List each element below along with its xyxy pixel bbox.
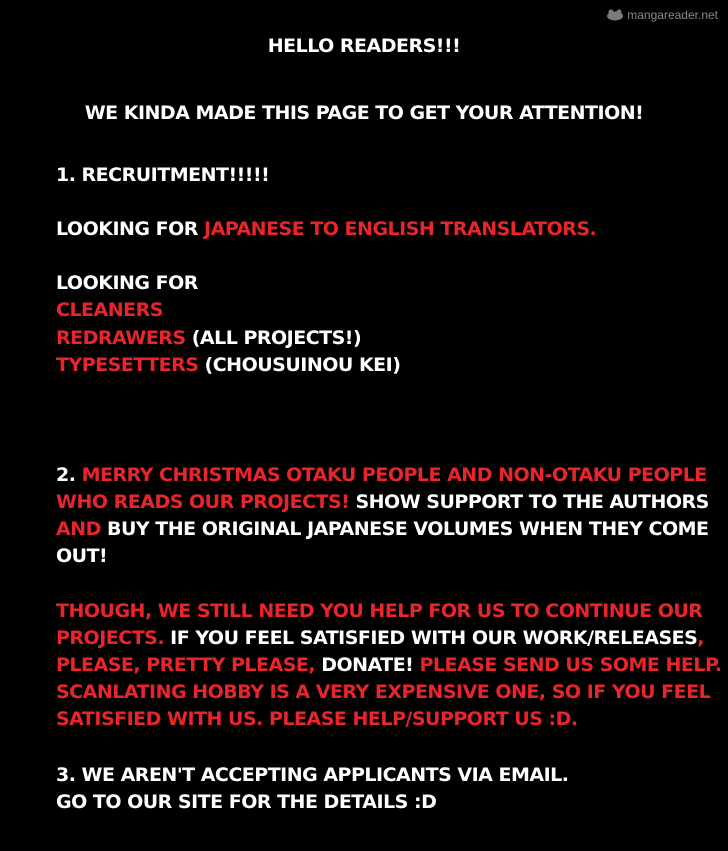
- christmas-line-1: [56, 462, 707, 488]
- christmas-greeting: MERRY CHRISTMAS OTAKU PEOPLE AND NON-OTAKU PEOPLE: [81, 464, 707, 486]
- intro-text: WE KINDA MADE THIS PAGE TO GET YOUR ATTENTION!: [84, 102, 644, 124]
- donation-line-4: SCANLATING HOBBY IS A VERY EXPENSIVE ONE, SO IF YOU FEEL: [56, 681, 711, 703]
- and-text: AND: [56, 518, 101, 540]
- christmas-line-2: [56, 489, 709, 515]
- email-notice: 3. WE AREN'T ACCEPTING APPLICANTS VIA EMAIL.: [56, 764, 569, 786]
- support-text: SHOW SUPPORT TO THE AUTHORS: [349, 491, 709, 513]
- typesetters-note: (CHOUSUINOU KEI): [198, 354, 401, 376]
- page-title: HELLO READERS!!!: [267, 35, 461, 57]
- comma-text: ,: [697, 627, 705, 649]
- looking-for-line: LOOKING FOR: [56, 272, 198, 294]
- typesetters-role: TYPESETTERS: [56, 354, 199, 376]
- donation-line-1: THOUGH, WE STILL NEED YOU HELP FOR US TO CONTINUE OUR: [56, 600, 703, 622]
- donation-line-2: [56, 625, 704, 651]
- christmas-line-3: [56, 516, 709, 542]
- redrawers-line: [56, 325, 361, 351]
- recruitment-heading: 1. RECRUITMENT!!!!!: [56, 164, 270, 186]
- donation-line-5: SATISFIED WITH US. PLEASE HELP/SUPPORT US :D.: [56, 708, 578, 730]
- cleaners-line: CLEANERS: [56, 299, 163, 321]
- pretty-please-text: PLEASE, PRETTY PLEASE,: [56, 654, 316, 676]
- mangareader-logo-icon: [606, 9, 624, 21]
- christmas-line-4: OUT!: [56, 545, 108, 567]
- watermark: [606, 8, 718, 22]
- translators-highlight: JAPANESE TO ENGLISH TRANSLATORS.: [204, 218, 597, 240]
- section2-number: 2.: [56, 464, 82, 486]
- redrawers-note: (ALL PROJECTS!): [185, 327, 362, 349]
- watermark-text: mangareader.net: [627, 8, 718, 22]
- projects-text: PROJECTS.: [56, 627, 165, 649]
- redrawers-role: REDRAWERS: [56, 327, 186, 349]
- typesetters-line: [56, 352, 400, 378]
- donate-text: DONATE!: [315, 654, 414, 676]
- buy-volumes-text: BUY THE ORIGINAL JAPANESE VOLUMES WHEN THEY COME: [100, 518, 709, 540]
- readers-text: WHO READS OUR PROJECTS!: [56, 491, 350, 513]
- send-help-text: PLEASE SEND US SOME HELP.: [413, 654, 722, 676]
- translators-prefix: LOOKING FOR: [56, 218, 205, 240]
- site-details-notice: GO TO OUR SITE FOR THE DETAILS :D: [56, 791, 437, 813]
- satisfied-text: IF YOU FEEL SATISFIED WITH OUR WORK/RELEASES: [164, 627, 698, 649]
- translators-line: [56, 216, 596, 242]
- donation-line-3: [56, 652, 722, 678]
